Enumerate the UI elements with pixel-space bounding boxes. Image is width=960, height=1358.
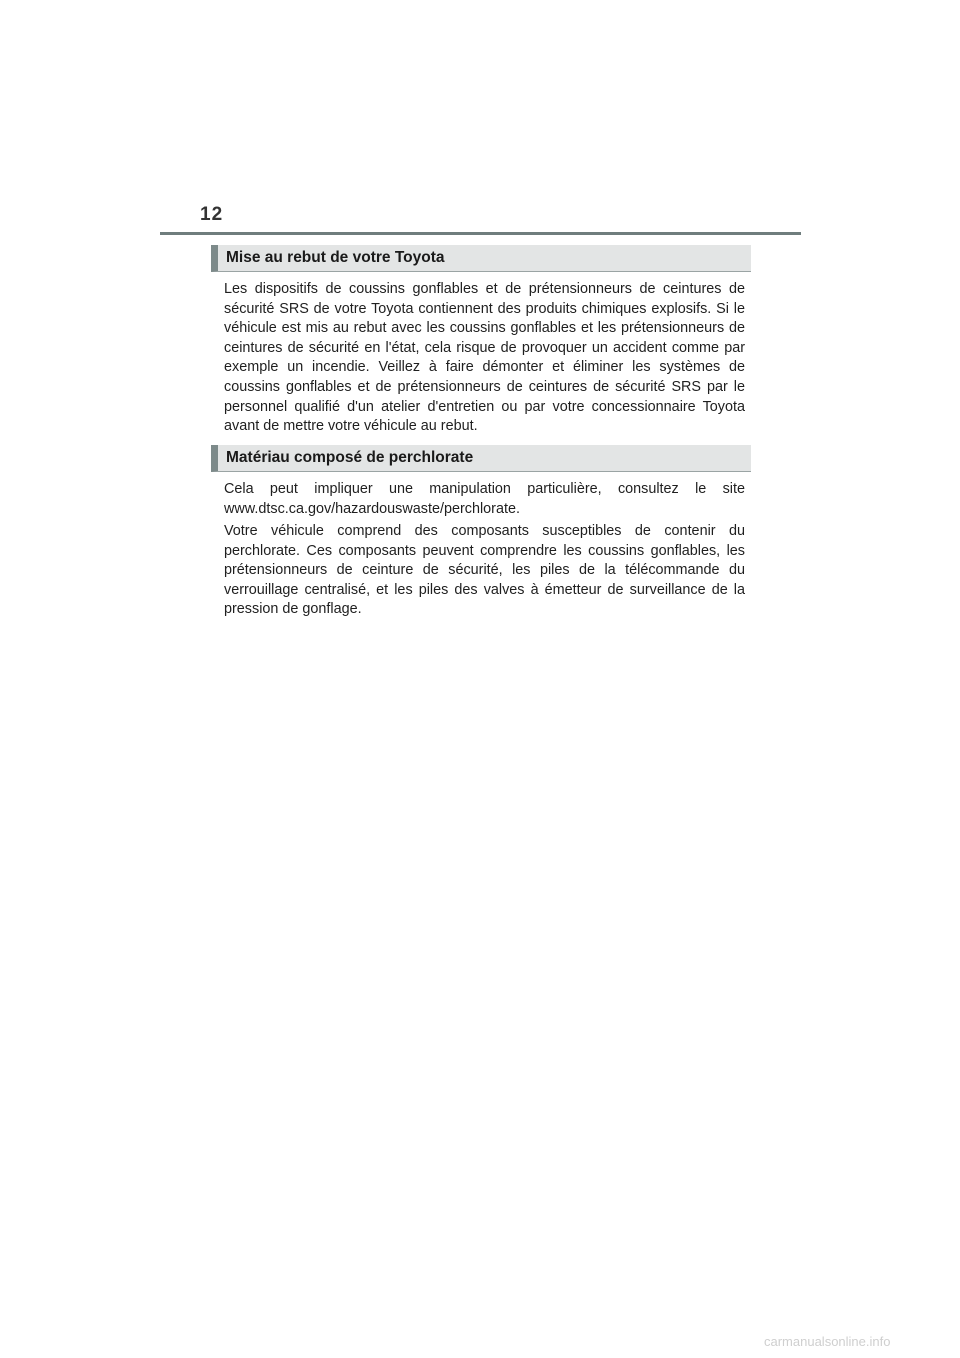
section-heading-disposal-text: Mise au rebut de votre Toyota — [226, 249, 445, 266]
section-heading-perchlorate — [211, 445, 751, 472]
watermark: carmanualsonline.info — [764, 1334, 891, 1349]
disposal-paragraph: Les dispositifs de coussins gonflables et de prétensionneurs de ceintures de sécurité SRS de votre Toyota contiennent des produits chimiques explosifs. Si le véhicule est mis au rebut avec les coussins gonflables et les prétensionneurs de ceintures de sécurité en l'état, cela risque de provoquer un accident comme par exemple un incendie. Veillez à faire démonter et éliminer les systèmes de coussins gonflables et de prétensionneurs de ceintures de sécurité SRS par le personnel qualifié d'un atelier d'entretien ou par votre concessionnaire Toyota avant de mettre votre véhicule au rebut. — [224, 281, 745, 435]
perchlorate-paragraph-1: Cela peut impliquer une manipulation particulière, consultez le site www.dtsc.ca.gov/hazardouswaste/perchlorate. — [224, 481, 745, 517]
perchlorate-paragraph-2: Votre véhicule comprend des composants susceptibles de contenir du perchlorate. Ces composants peuvent comprendre les coussins gonflables, les prétensionneurs de ceinture de sécurité, les piles de la télécommande du verrouillage centralisé, et les piles des valves à émetteur de surveillance de la pression de gonflage. — [224, 523, 745, 618]
section-heading-perchlorate-text: Matériau composé de perchlorate — [226, 449, 474, 466]
section-heading-disposal — [211, 245, 751, 272]
page-number: 12 — [200, 204, 224, 225]
header-rule — [160, 232, 801, 235]
